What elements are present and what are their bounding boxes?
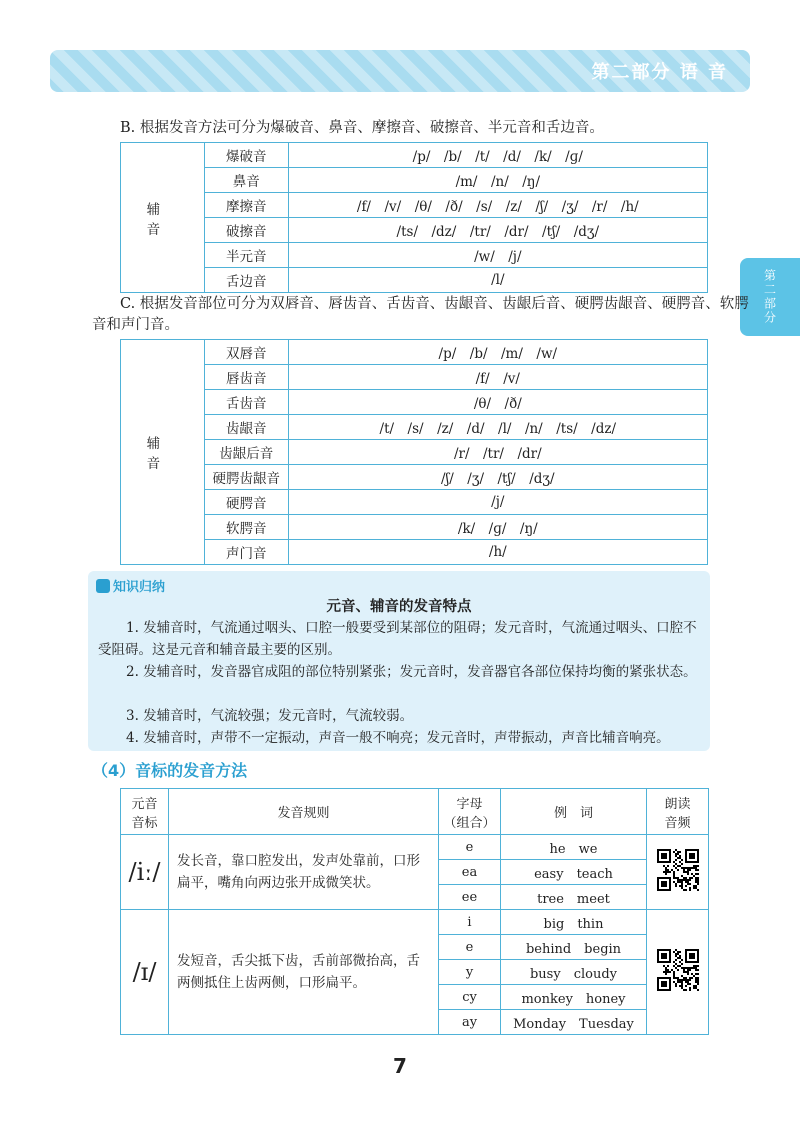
section-c-intro-line1: C. 根据发音部位可分为双唇音、唇齿音、舌齿音、齿龈音、齿龈后音、硬腭齿龈音、硬腭音、软腭: [120, 296, 749, 312]
place-category: 辅 音: [121, 340, 205, 565]
place-type: 齿龈音: [204, 415, 288, 440]
place-table: [120, 339, 708, 565]
place-sounds: /p/ /b/ /m/ /w/: [288, 340, 707, 365]
pronunciation-rule: 发短音，舌尖抵下齿，舌前部微抬高，舌两侧抵住上齿两侧，口形扁平。: [169, 910, 439, 1035]
section-4-title: （4）音标的发音方法: [92, 761, 248, 780]
place-type: 双唇音: [204, 340, 288, 365]
pron-header-row: [121, 789, 709, 835]
manner-sounds: /p/ /b/ /t/ /d/ /k/ /ɡ/: [288, 143, 707, 168]
place-sounds: /ʃ/ /ʒ/ /tʃ/ /dʒ/: [288, 465, 707, 490]
side-chapter-tab: [740, 258, 800, 336]
manner-type: 爆破音: [204, 143, 288, 168]
knowledge-point-4: 4. 发辅音时，声带不一定振动，声音一般不响亮；发元音时，声带振动，声音比辅音响亮。: [126, 730, 670, 746]
manner-table: [120, 142, 708, 293]
header-audio: 朗读 音频: [647, 789, 709, 835]
manner-type: 半元音: [204, 243, 288, 268]
manner-sounds: /m/ /n/ /ŋ/: [288, 168, 707, 193]
place-row: [121, 365, 708, 390]
pron-row: [121, 835, 709, 860]
place-sounds: /j/: [288, 490, 707, 515]
place-type: 舌齿音: [204, 390, 288, 415]
manner-type: 摩擦音: [204, 193, 288, 218]
place-type: 齿龈后音: [204, 440, 288, 465]
place-row: [121, 390, 708, 415]
manner-type: 鼻音: [204, 168, 288, 193]
manner-row: [121, 243, 708, 268]
place-row: [121, 415, 708, 440]
letter-combination: ee: [439, 885, 501, 910]
place-row: [121, 490, 708, 515]
page-number: 7: [393, 1054, 407, 1078]
section-c-intro-line2: 音和声门音。: [92, 317, 179, 333]
place-sounds: /f/ /v/: [288, 365, 707, 390]
place-row: [121, 440, 708, 465]
audio-cell: [647, 910, 709, 1035]
manner-row: [121, 218, 708, 243]
place-row: [121, 340, 708, 365]
place-type: 硬腭齿龈音: [204, 465, 288, 490]
manner-row: [121, 268, 708, 293]
letter-combination: y: [439, 960, 501, 985]
pronunciation-rule: 发长音，靠口腔发出，发声处靠前，口形扁平，嘴角向两边张开成微笑状。: [169, 835, 439, 910]
letter-combination: e: [439, 835, 501, 860]
audio-cell: [647, 835, 709, 910]
qr-code-icon[interactable]: [657, 949, 699, 991]
pronunciation-table: [120, 788, 709, 1035]
header-title: 第二部分 语 音: [591, 62, 728, 83]
place-sounds: /h/: [288, 540, 707, 565]
letter-combination: i: [439, 910, 501, 935]
example-words: busy cloudy: [501, 960, 647, 985]
example-words: big thin: [501, 910, 647, 935]
place-type: 软腭音: [204, 515, 288, 540]
knowledge-point-1: 1. 发辅音时，气流通过咽头、口腔一般要受到某部位的阻碍；发元音时，气流通过咽头、口腔不受阻碍。这是元音和辅音最主要的区别。: [98, 620, 697, 658]
vowel-symbol: /ɪ/: [121, 910, 169, 1035]
manner-type: 舌边音: [204, 268, 288, 293]
place-type: 声门音: [204, 540, 288, 565]
example-words: tree meet: [501, 885, 647, 910]
knowledge-summary-box: [88, 571, 710, 751]
book-icon: [96, 579, 110, 593]
header-example: 例 词: [501, 789, 647, 835]
qr-code-icon[interactable]: [657, 849, 699, 891]
header-symbol: 元音 音标: [121, 789, 169, 835]
example-words: monkey honey: [501, 985, 647, 1010]
example-words: he we: [501, 835, 647, 860]
manner-sounds: /w/ /j/: [288, 243, 707, 268]
manner-row: [121, 143, 708, 168]
manner-type: 破擦音: [204, 218, 288, 243]
manner-row: [121, 193, 708, 218]
vowel-symbol: /iː/: [121, 835, 169, 910]
page-header-banner: [50, 50, 750, 92]
place-sounds: /k/ /ɡ/ /ŋ/: [288, 515, 707, 540]
place-sounds: /θ/ /ð/: [288, 390, 707, 415]
example-words: Monday Tuesday: [501, 1010, 647, 1035]
knowledge-point-3: 3. 发辅音时，气流较强；发元音时，气流较弱。: [126, 708, 414, 724]
manner-row: [121, 168, 708, 193]
header-rule: 发音规则: [169, 789, 439, 835]
manner-sounds: /f/ /v/ /θ/ /ð/ /s/ /z/ /ʃ/ /ʒ/ /r/ /h/: [288, 193, 707, 218]
knowledge-label: 知识归纳: [96, 576, 165, 595]
place-row: [121, 465, 708, 490]
side-tab-label: 第二部分: [762, 269, 777, 325]
section-b-intro: B. 根据发音方法可分为爆破音、鼻音、摩擦音、破擦音、半元音和舌边音。: [120, 120, 604, 136]
letter-combination: e: [439, 935, 501, 960]
place-type: 硬腭音: [204, 490, 288, 515]
manner-sounds: /ts/ /dz/ /tr/ /dr/ /tʃ/ /dʒ/: [288, 218, 707, 243]
example-words: behind begin: [501, 935, 647, 960]
manner-sounds: /l/: [288, 268, 707, 293]
letter-combination: cy: [439, 985, 501, 1010]
header-letters: 字母 （组合）: [439, 789, 501, 835]
place-sounds: /t/ /s/ /z/ /d/ /l/ /n/ /ts/ /dz/: [288, 415, 707, 440]
pron-row: [121, 910, 709, 935]
knowledge-point-2: 2. 发辅音时，发音器官成阻的部位特别紧张；发元音时，发音器官各部位保持均衡的紧张状态。: [126, 664, 697, 680]
place-row: [121, 515, 708, 540]
knowledge-title: 元音、辅音的发音特点: [326, 599, 472, 615]
place-sounds: /r/ /tr/ /dr/: [288, 440, 707, 465]
manner-category: 辅 音: [121, 143, 205, 293]
place-row: [121, 540, 708, 565]
letter-combination: ea: [439, 860, 501, 885]
letter-combination: ay: [439, 1010, 501, 1035]
place-type: 唇齿音: [204, 365, 288, 390]
example-words: easy teach: [501, 860, 647, 885]
